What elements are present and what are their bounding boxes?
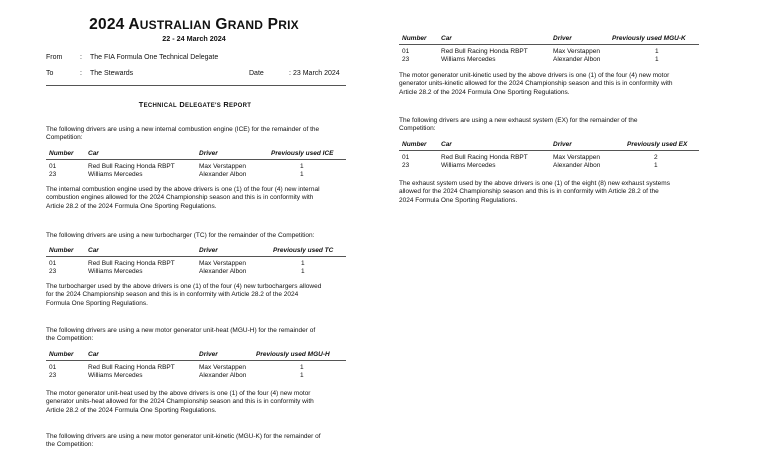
section-tc-intro: The following drivers are using a new turbocharger (TC) for the remainder of the Competition: <box>46 232 315 239</box>
table-row: 01 23 <box>49 163 57 178</box>
table-row: Max Verstappen Alexander Albon <box>553 154 601 169</box>
table-row: 01 23 <box>49 260 57 275</box>
table-row: Red Bull Racing Honda RBPT Williams Mercedes <box>88 260 175 275</box>
col-header-prev-mguh: Previously used MGU-H <box>256 351 330 358</box>
date-colon: : <box>289 70 291 77</box>
document-title: 2024 AUSTRALIAN GRAND PRIX <box>89 16 299 33</box>
col-header-car: Car <box>88 150 99 157</box>
table-row: Red Bull Racing Honda RBPT Williams Mercedes <box>441 48 528 63</box>
table-row: Red Bull Racing Honda RBPT Williams Mercedes <box>441 154 528 169</box>
table-row: Max Verstappen Alexander Albon <box>199 163 247 178</box>
from-value: The FIA Formula One Technical Delegate <box>90 54 219 61</box>
event-dates: 22 - 24 March 2024 <box>162 34 226 43</box>
col-header-car: Car <box>441 35 452 42</box>
date-label: Date <box>249 70 264 77</box>
table-rule <box>46 159 346 160</box>
section-ex-intro: The following drivers are using a new exhaust system (EX) for the remainder of the Competition: <box>399 117 638 133</box>
section-mguh-note: The motor generator unit-heat used by the above drivers is one (1) of the four (4) new motor generator units-heat allowed for the 2024 Championship season and this is in conformity with Article 28.2 of the 2024 Formula One Sporting Regulations. <box>46 390 314 414</box>
section-ice-intro: The following drivers are using a new internal combustion engine (ICE) for the remainder of the Competition: <box>46 126 320 142</box>
table-row: Max Verstappen Alexander Albon <box>199 364 247 379</box>
col-header-driver: Driver <box>199 150 218 157</box>
table-rule <box>399 44 699 45</box>
table-row: Max Verstappen Alexander Albon <box>199 260 247 275</box>
table-row: Red Bull Racing Honda RBPT Williams Mercedes <box>88 364 175 379</box>
from-colon: : <box>80 54 82 61</box>
table-row: 2 1 <box>654 154 658 169</box>
table-row: 1 1 <box>300 163 304 178</box>
from-label: From <box>46 54 63 61</box>
table-row: 1 1 <box>655 48 659 63</box>
table-row: Red Bull Racing Honda RBPT Williams Mercedes <box>88 163 175 178</box>
col-header-number: Number <box>49 351 74 358</box>
col-header-driver: Driver <box>553 141 572 148</box>
col-header-car: Car <box>88 247 99 254</box>
table-rule <box>46 256 346 257</box>
table-row: 1 1 <box>300 364 304 379</box>
table-rule <box>399 150 699 151</box>
col-header-driver: Driver <box>553 35 572 42</box>
col-header-driver: Driver <box>199 351 218 358</box>
col-header-number: Number <box>402 141 427 148</box>
table-row: 01 23 <box>402 154 410 169</box>
col-header-driver: Driver <box>199 247 218 254</box>
to-value: The Stewards <box>90 70 134 77</box>
col-header-prev-tc: Previously used TC <box>273 247 334 254</box>
table-row: 1 1 <box>301 260 305 275</box>
col-header-prev-mguk: Previously used MGU-K <box>612 35 686 42</box>
col-header-number: Number <box>49 247 74 254</box>
col-header-car: Car <box>88 351 99 358</box>
section-mguk-intro: The following drivers are using a new motor generator unit-kinetic (MGU-K) for the remainder of the Competition: <box>46 433 321 449</box>
table-row: Max Verstappen Alexander Albon <box>553 48 601 63</box>
section-ex-note: The exhaust system used by the above drivers is one (1) of the eight (8) new exhaust systems allowed for the 2024 Championship season and this is in conformity with Article 28.2 of the 2024 Formula One Sporting Regulations. <box>399 180 670 204</box>
report-title: TECHNICAL DELEGATE'S REPORT <box>138 100 252 109</box>
col-header-number: Number <box>402 35 427 42</box>
col-header-prev-ice: Previously used ICE <box>271 150 334 157</box>
to-label: To <box>46 70 54 77</box>
col-header-prev-ex: Previously used EX <box>627 141 688 148</box>
header-divider <box>46 85 346 86</box>
table-row: 01 23 <box>49 364 57 379</box>
col-header-car: Car <box>441 141 452 148</box>
section-mguh-intro: The following drivers are using a new motor generator unit-heat (MGU-H) for the remainder of the Competition: <box>46 327 316 343</box>
to-colon: : <box>80 70 82 77</box>
table-rule <box>46 360 346 361</box>
table-row: 01 23 <box>402 48 410 63</box>
col-header-number: Number <box>49 150 74 157</box>
date-value: 23 March 2024 <box>293 70 340 77</box>
section-mguk-note: The motor generator unit-kinetic used by the above drivers is one (1) of the four (4) new motor generator units-kinetic allowed for the 2024 Championship season and this is in conformity with Article 28.2 of the 2024 Formula One Sporting Regulations. <box>399 72 673 96</box>
section-ice-note: The internal combustion engine used by the above drivers is one (1) of the four (4) new internal combustion engines allowed for the 2024 Championship season and this is in conformity with Article 28.2 of the 2024 Formula One Sporting Regulations. <box>46 186 320 210</box>
section-tc-note: The turbocharger used by the above drivers is one (1) of the four (4) new turbochargers allowed for the 2024 Championship season and this is in conformity with Article 28.2 of the 2024 Formula One Sporting Regulations. <box>46 283 322 307</box>
